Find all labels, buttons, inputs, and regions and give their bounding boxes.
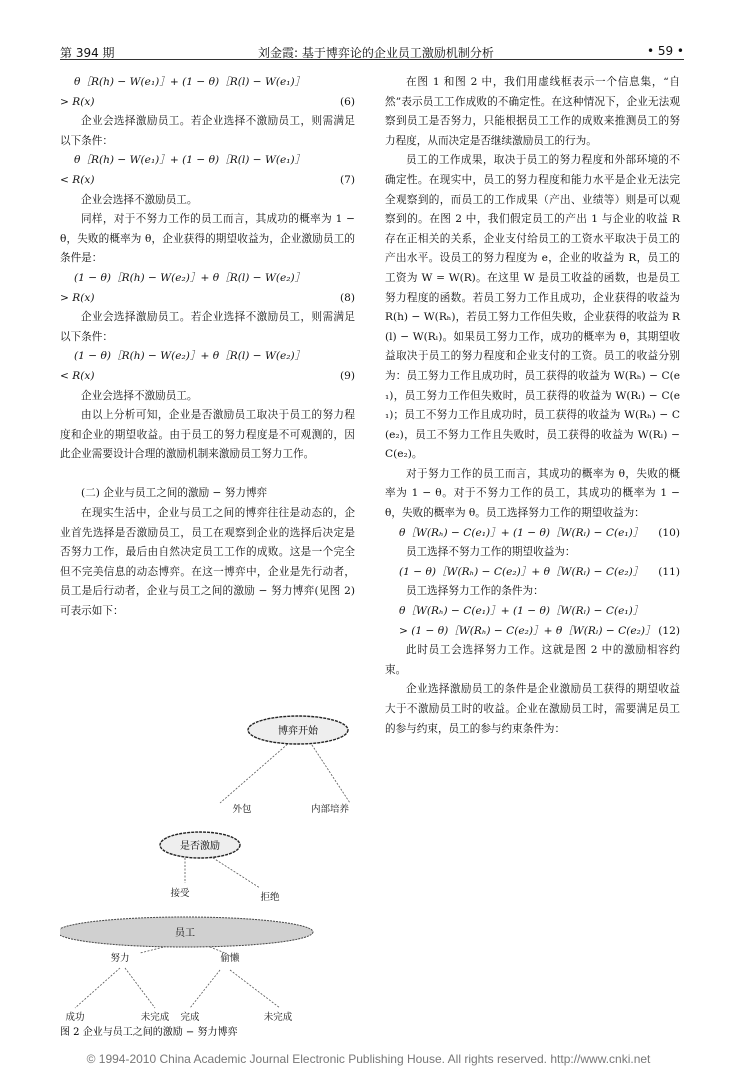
copyright-footer: © 1994-2010 China Academic Journal Electronic Publishing House. All rights reserved. http://www.cnki.net: [86, 1052, 651, 1066]
label-success-1: 成功: [65, 1012, 85, 1023]
agent-label: 员工: [175, 928, 195, 939]
edge-shirk-fail: [230, 970, 280, 1008]
paragraph: 员工选择努力工作的条件为：: [406, 585, 544, 598]
equation-text: < R(x): [60, 369, 95, 382]
equation-text: θ［W(Rₕ) − C(e₁)］+ (1 − θ)［W(Rₗ) − C(e₁)］: [399, 605, 644, 618]
header-title: 刘金霞: 基于博弈论的企业员工激励机制分析: [258, 46, 494, 60]
equation: [385, 622, 680, 642]
equation-text: > R(x): [60, 291, 95, 304]
mid-node-label: 是否激励: [180, 841, 220, 852]
equation-text: θ［R(h) − W(e₁)］+ (1 − θ)［R(l) − W(e₁)］: [74, 154, 306, 167]
paragraph: 员工的工作成果，取决于员工的努力程度和外部环境的不确定性。在现实中，员工的努力程度和能力水平是企业无法完全观察到的，而员工的工作成果（产出、业绩等）则是可以观察到的。在图 2 中，我们假定员工的产出 1 与企业的收益 R 存在正相关的关系，企业支付给员工的工资水平取决于员工的产出水平。设员工的努力程度为 e，企业的收益为 R，员工的工资为 W = W(R)。在这里 W 是员工收益的函数，也是员工努力程度的函数。若员工努力工作且成功，企业获得的收益为 R(h) − W(Rₕ)，若员工努力工作但失败，企业获得的收益为 R(l) − W(Rₗ)。如果员工努力工作，成功的概率为 θ，其期望收益取决于员工的努力程度和企业支付的工资。员工的收益分别为：员工努力工作且成功时，员工获得的收益为 W(Rₕ) − C(e₁)，员工努力工作但失败时，员工获得的收益为 W(Rₗ) − C(e₁)；员工不努力工作且成功时，员工获得的收益为 W(Rₕ) − C(e₂)，员工不努力工作且失败时，员工获得的收益为 W(Rₗ) − C(e₂)。: [385, 154, 680, 461]
figure-2-game-tree: [60, 708, 355, 1038]
label-reject: 拒绝: [260, 892, 280, 903]
paragraph: 同样，对于不努力工作的员工而言，其成功的概率为 1 − θ，失败的概率为 θ，企业获得的期望收益为，企业激励员工的条件是：: [60, 213, 355, 265]
equation-number: (12): [658, 624, 680, 637]
paragraph: 在现实生活中，企业与员工之间的博弈往往是动态的，企业首先选择是否激励员工，员工在观察到企业的选择后决定是否努力工作，最后由自然决定员工工作的成败。这是一个完全但不完美信息的动态博弈。在这一博弈中，企业是先行动者，员工是后行动者，企业与员工之间的激励 − 努力博弈(见图 2)可表示如下：: [60, 507, 355, 618]
equation: [385, 602, 680, 622]
right-column: [385, 73, 680, 739]
equation: [60, 93, 355, 113]
equation-number: (11): [658, 565, 680, 578]
equation-number: (9): [339, 369, 355, 382]
equation-number: (10): [658, 526, 680, 539]
paragraph: (二) 企业与员工之间的激励 − 努力博弈: [81, 487, 268, 500]
equation-text: θ［R(h) − W(e₁)］+ (1 − θ)［R(l) − W(e₁)］: [74, 76, 306, 88]
edge-effort-success: [75, 968, 120, 1008]
equation-text: (1 − θ)［R(h) − W(e₂)］+ θ［R(l) − W(e₂)］: [74, 350, 306, 363]
edge-mid-reject: [210, 856, 260, 888]
label-fail-2: 未完成: [263, 1012, 293, 1023]
equation: [60, 289, 355, 309]
label-fail-1: 未完成: [140, 1012, 170, 1023]
paragraph: 企业会选择不激励员工。: [81, 389, 198, 402]
label-accept: 接受: [170, 888, 190, 899]
label-effort: 努力: [110, 953, 130, 964]
equation: [60, 73, 355, 93]
edge-top-outside: [220, 742, 290, 803]
edge-effort-fail: [125, 968, 155, 1008]
equation-number: (6): [339, 95, 355, 108]
equation: [385, 524, 680, 544]
paragraph: 企业选择激励员工的条件是企业激励员工获得的期望收益大于不激励员工时的收益。企业在激励员工时，需要满足员工的参与约束，员工的参与约束条件为：: [385, 683, 680, 735]
equation-text: < R(x): [60, 173, 95, 186]
equation: [60, 347, 355, 367]
paragraph: 此时员工会选择努力工作。这就是图 2 中的激励相容约束。: [385, 644, 680, 676]
equation-text: θ［W(Rₕ) − C(e₁)］+ (1 − θ)［W(Rₗ) − C(e₁)］: [399, 526, 644, 539]
edge-top-internal: [310, 742, 350, 803]
equation-text: > (1 − θ)［W(Rₕ) − C(e₂)］+ θ［W(Rₗ) − C(e₂)］: [399, 624, 656, 637]
header-rule: [60, 59, 684, 60]
paragraph: 由以上分析可知，企业是否激励员工取决于员工的努力程度和企业的期望收益。由于员工的努力程度是不可观测的，因此企业需要设计合理的激励机制来激励员工努力工作。: [60, 409, 355, 461]
label-internal: 内部培养: [310, 804, 350, 815]
equation-text: (1 − θ)［W(Rₕ) − C(e₂)］+ θ［W(Rₗ) − C(e₂)］: [399, 565, 644, 578]
equation: [60, 151, 355, 171]
left-column: [60, 73, 355, 622]
paragraph: 员工选择不努力工作的期望收益为：: [406, 546, 576, 559]
spacer: [60, 465, 355, 485]
paragraph: 企业会选择激励员工。若企业选择不激励员工，则需满足以下条件：: [60, 115, 355, 147]
equation-number: (8): [339, 291, 355, 304]
equation-text: > R(x): [60, 95, 95, 108]
edge-shirk-success: [190, 970, 220, 1008]
equation-text: (1 − θ)［R(h) − W(e₂)］+ θ［R(l) − W(e₂)］: [74, 271, 306, 284]
top-node-label: 博弈开始: [278, 726, 318, 737]
paragraph: 企业会选择不激励员工。: [81, 193, 198, 206]
paragraph: 对于努力工作的员工而言，其成功的概率为 θ，失败的概率为 1 − θ。对于不努力工作的员工，其成功的概率为 1 − θ，失败的概率为 θ。员工选择努力工作的期望收益为：: [385, 467, 680, 520]
header-issue: 第 394 期: [60, 46, 115, 60]
paragraph: 在图 1 和图 2 中，我们用虚线框表示一个信息集，“自然”表示员工工作成败的不确定性。在这种情况下，企业无法观察到员工是否努力，只能根据员工工作的成败来推测员工的努力程度，从而决定是否继续激励员工的行为。: [385, 76, 680, 147]
equation: [60, 269, 355, 289]
figure-caption: 图 2 企业与员工之间的激励 − 努力博弈: [60, 1027, 238, 1038]
label-shirk: 偷懒: [220, 953, 240, 964]
header-page-number: • 59 •: [646, 44, 684, 58]
equation: [60, 367, 355, 387]
paragraph: 企业会选择激励员工。若企业选择不激励员工，则需满足以下条件：: [60, 311, 355, 343]
equation: [385, 563, 680, 583]
equation-number: (7): [339, 173, 355, 186]
label-outside: 外包: [232, 804, 252, 815]
label-success-2: 完成: [180, 1012, 200, 1023]
equation: [60, 171, 355, 191]
